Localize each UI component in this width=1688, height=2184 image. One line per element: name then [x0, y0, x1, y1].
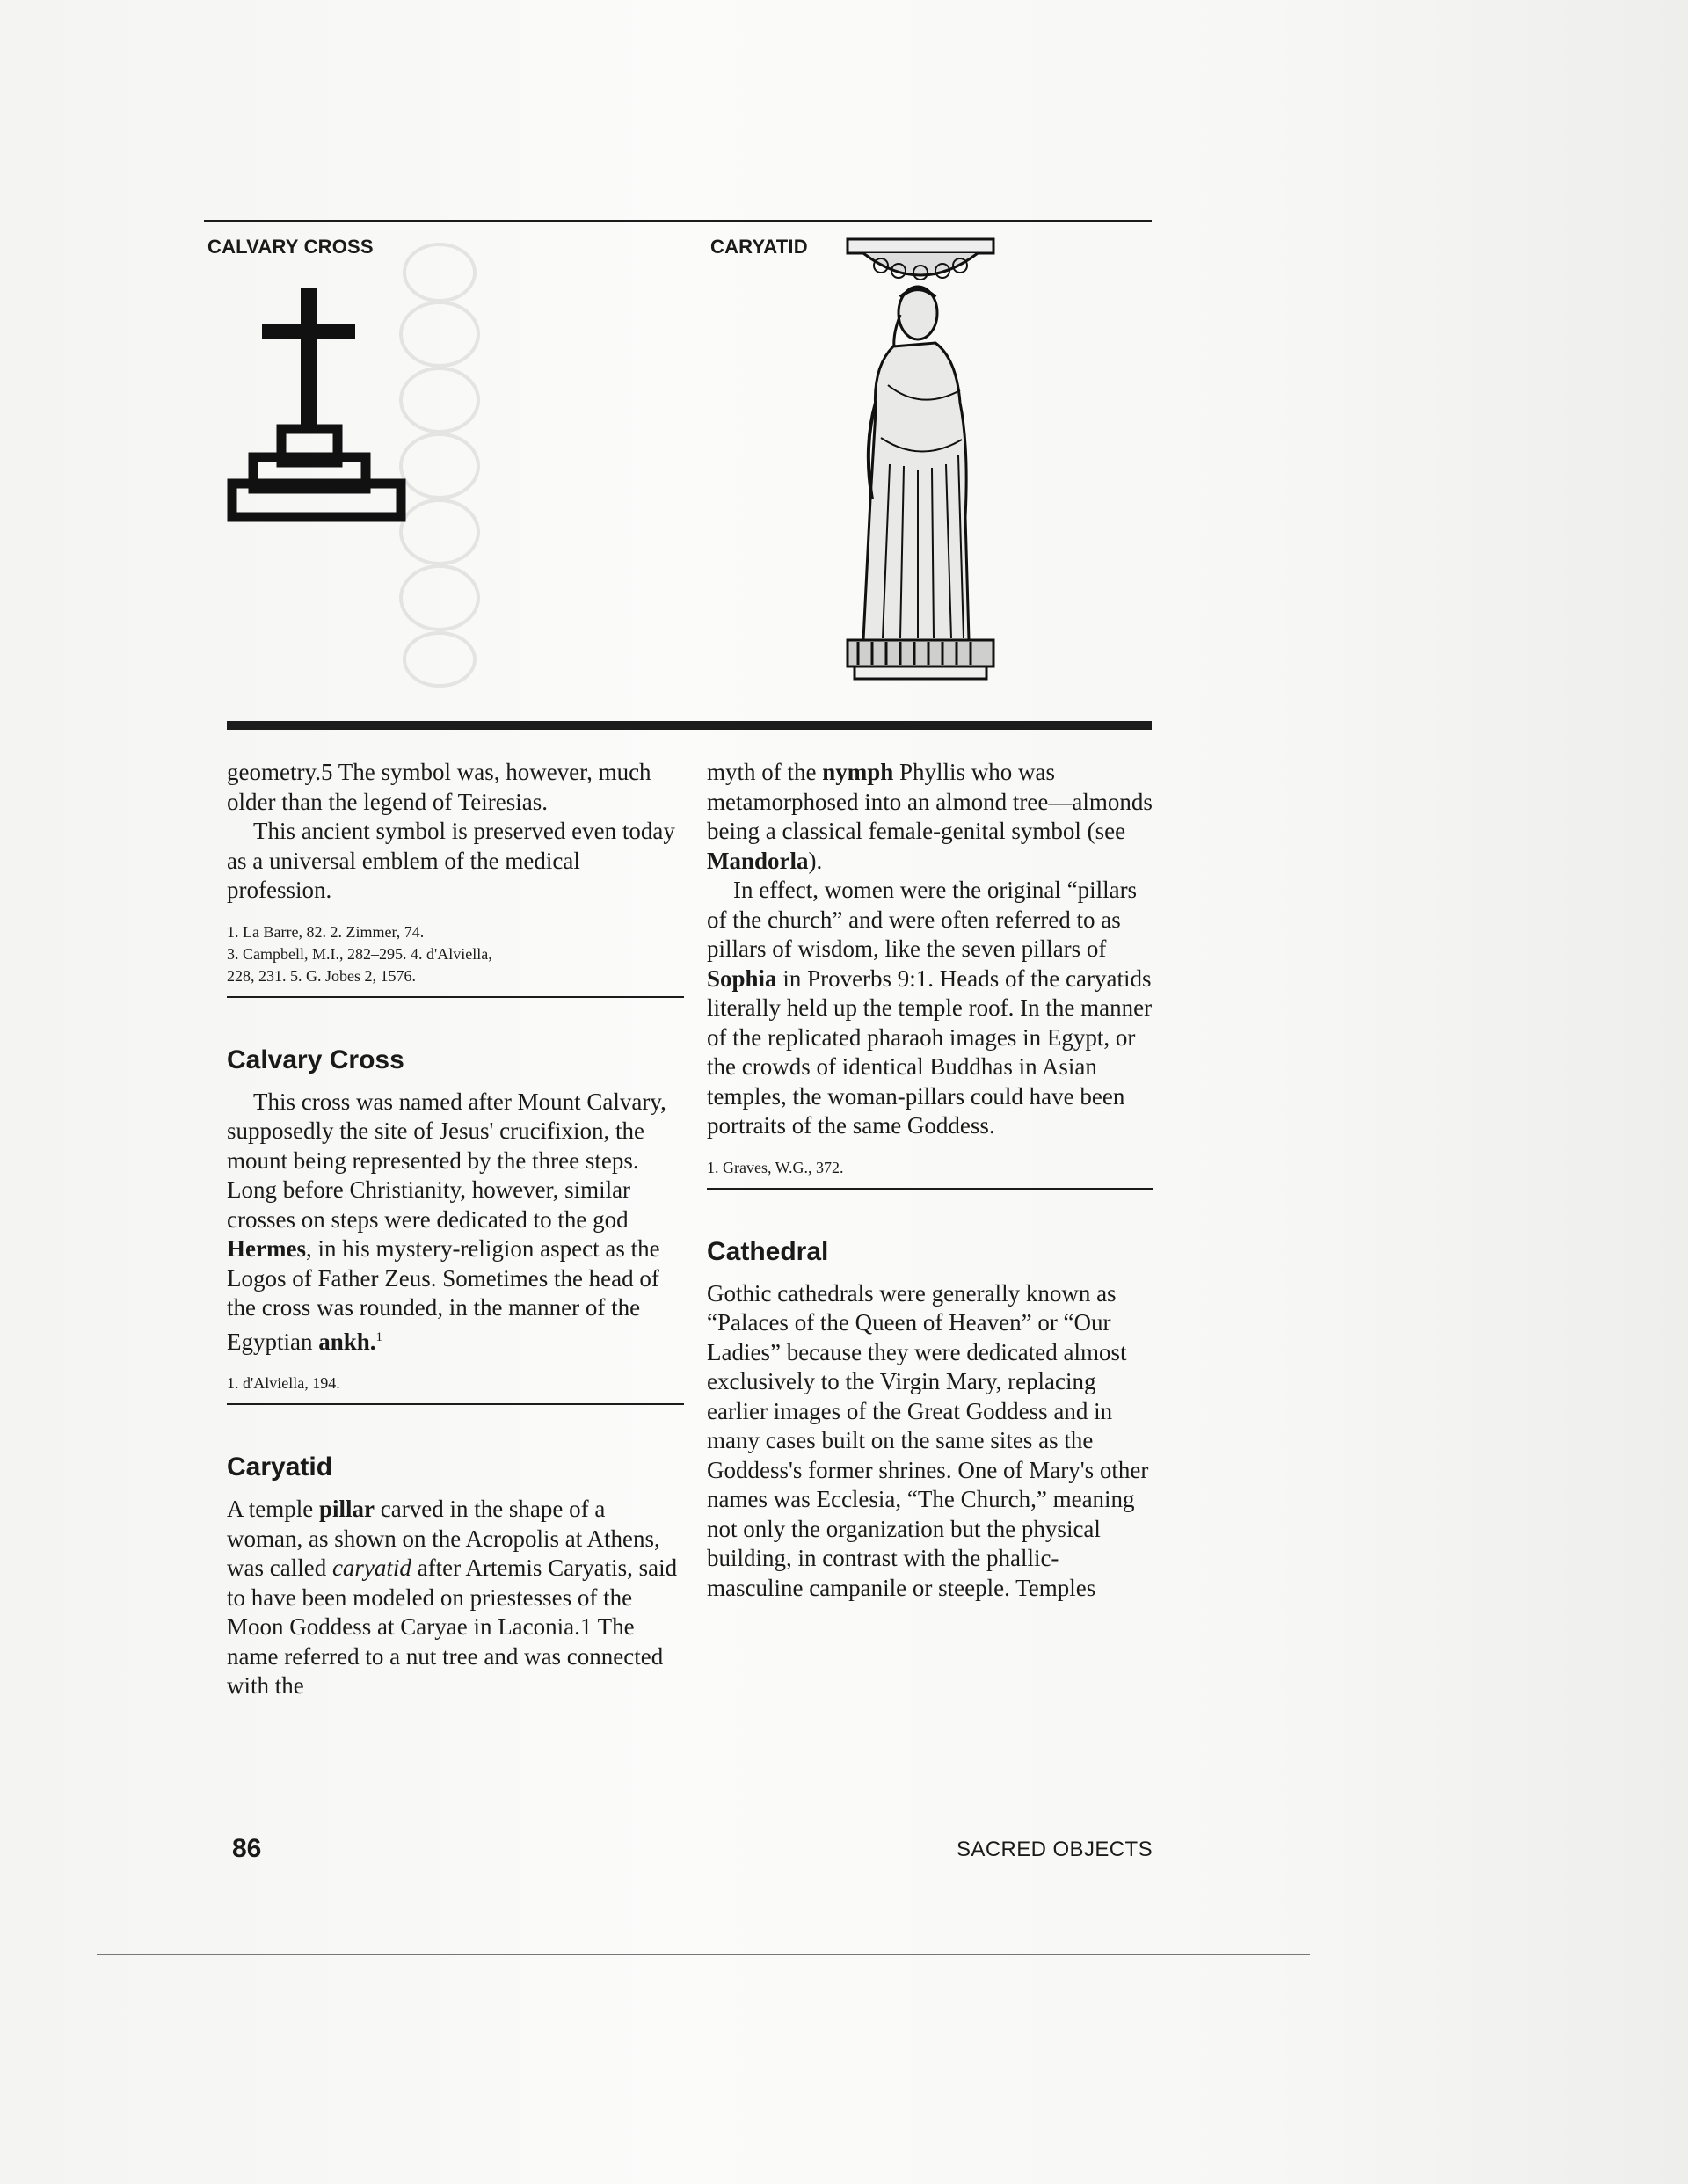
- footnotes-section-2: 1. d'Alviella, 194.: [227, 1374, 340, 1392]
- paragraph-cathedral: Gothic cathedrals were generally known as “Palaces of the Queen of Heaven” or “Our Ladies” because they were dedicated almost exclusively to the Virgin Mary, replacing earlier images of the Great Goddess and in many cases built on the same sites as the Goddess's former shrines. One of Mary's other names was Ecclesia, “The Church,” meaning not only the organization but the physical building, in contrast with the phallic-masculine campanile or steeple. Temples: [707, 1279, 1149, 1601]
- section-rule: [707, 1188, 1153, 1190]
- right-column: [707, 758, 1153, 1603]
- term-sophia: Sophia: [707, 965, 777, 992]
- paragraph-ancient-symbol: This ancient symbol is preserved even today as a universal emblem of the medical profession.: [227, 818, 675, 903]
- paragraph-geometry: geometry.5 The symbol was, however, much older than the legend of Teiresias.: [227, 759, 651, 815]
- running-footer-title: SACRED OBJECTS: [957, 1838, 1153, 1861]
- paragraph-nymph: myth of the nymph Phyllis who was metamorphosed into an almond tree—almonds being a classical female-genital symbol (see Mandorla).: [707, 759, 1153, 874]
- term-nymph: nymph: [822, 759, 894, 785]
- section-rule: [227, 996, 684, 998]
- footnote-line: 228, 231. 5. G. Jobes 2, 1576.: [227, 966, 416, 985]
- caryatid-statue-icon: [837, 236, 1004, 702]
- scan-edge-line: [97, 1954, 1310, 1955]
- footnotes-section-3: 1. Graves, W.G., 372.: [707, 1158, 844, 1176]
- top-rule: [204, 220, 1152, 222]
- section-rule: [227, 1403, 684, 1405]
- heading-cathedral: Cathedral: [707, 1236, 829, 1266]
- footnote-line: 3. Campbell, M.I., 282–295. 4. d'Alviella,: [227, 944, 492, 963]
- term-mandorla: Mandorla: [707, 847, 809, 874]
- figure-label-calvary-cross: CALVARY CROSS: [207, 236, 374, 258]
- paragraph-pillars-of-church: In effect, women were the original “pillars of the church” and were often referred to as pillars of wisdom, like the seven pillars of Sophia in Proverbs 9:1. Heads of the caryatids literally held up the temple roof. In the manner of the replicated pharaoh images in Egypt, or the crowds of identical Buddhas in Asian temples, the woman-pillars could have been portraits of the same Goddess.: [707, 877, 1153, 1139]
- calvary-cross-icon: [227, 288, 406, 522]
- figure-label-caryatid: CARYATID: [710, 236, 808, 258]
- term-caryatid: caryatid: [331, 1554, 411, 1581]
- left-column: [227, 758, 684, 1701]
- heading-calvary-cross: Calvary Cross: [227, 1045, 404, 1074]
- paragraph-calvary-cross: This cross was named after Mount Calvary, supposedly the site of Jesus' crucifixion, the mount being represented by the three steps. Long before Christianity, however, similar crosses on steps were dedicated to the god Hermes, in his mystery-religion aspect as the Logos of Father Zeus. Sometimes the head of the cross was rounded, in the manner of the Egyptian ankh.$^1$: [227, 1088, 666, 1355]
- term-pillar: pillar: [318, 1496, 375, 1522]
- paragraph-caryatid: A temple pillar carved in the shape of a woman, as shown on the Acropolis at Athens, was called caryatid after Artemis Caryatis, said to have been modeled on priestesses of the Moon Goddess at Caryae in Laconia.1 The name referred to a nut tree and was connected with the: [227, 1496, 678, 1699]
- term-hermes: Hermes: [227, 1235, 306, 1262]
- footnotes-section-1: [227, 921, 684, 987]
- heading-caryatid: Caryatid: [227, 1452, 333, 1481]
- figure-bottom-rule: [227, 721, 1152, 730]
- term-ankh: ankh.: [318, 1328, 376, 1355]
- footnote-line: 1. La Barre, 82. 2. Zimmer, 74.: [227, 922, 425, 941]
- page-number: 86: [232, 1834, 262, 1863]
